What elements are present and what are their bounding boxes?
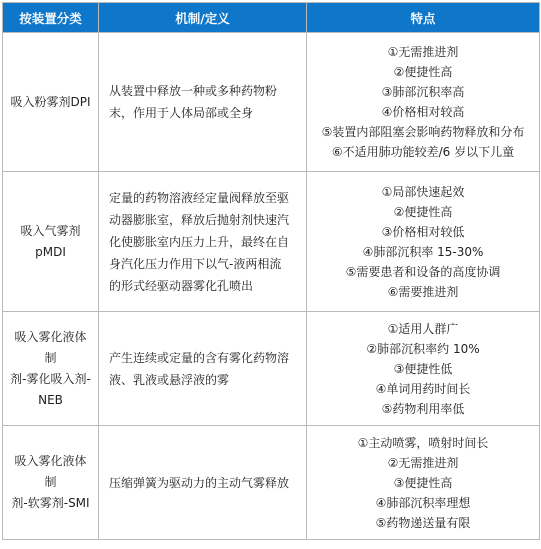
header-mechanism: 机制/定义 [99, 3, 307, 33]
table-row [3, 426, 540, 540]
category-line: 吸入粉雾剂DPI [10, 94, 91, 109]
feature-item: ①无需推进剂 [387, 45, 459, 59]
feature-item: ③肺部沉积率高 [381, 85, 465, 99]
features-cell [307, 172, 540, 312]
feature-item: ③便捷性高 [393, 475, 453, 490]
feature-item: ①主动喷雾，喷射时间长 [357, 435, 489, 450]
feature-item: ①适用人群广 [387, 321, 459, 336]
header-category: 按装置分类 [3, 3, 99, 33]
category-cell [3, 426, 99, 540]
category-cell [3, 33, 99, 172]
mechanism-line: 化使膨胀室内压力上升，最终在自 [109, 234, 290, 249]
feature-item: ②便捷性高 [393, 65, 453, 79]
mechanism-cell [99, 426, 307, 540]
feature-item: ③便捷性低 [393, 361, 453, 376]
feature-item: ④单词用药时间长 [375, 381, 471, 396]
feature-item: ②肺部沉积率约 10% [366, 341, 480, 356]
features-cell [307, 426, 540, 540]
table-row [3, 33, 540, 172]
mechanism-line: 液、乳液或悬浮液的雾 [109, 372, 230, 387]
feature-item: ①局部快速起效 [381, 184, 465, 199]
category-line: 吸入气雾剂 [20, 223, 81, 238]
table-row [3, 312, 540, 426]
mechanism-cell [99, 312, 307, 426]
mechanism-line: 定量的药物溶液经定量阀释放至驱 [109, 190, 290, 205]
feature-item: ⑤装置内部阻塞会影响药物释放和分布 [321, 125, 525, 139]
category-line: NEB [38, 392, 63, 407]
mechanism-line: 末，作用于人体局部或全身 [109, 106, 254, 120]
mechanism-line: 动器膨胀室，释放后抛射剂快速汽 [109, 212, 290, 227]
mechanism-cell [99, 172, 307, 312]
feature-item: ⑥不适用肺功能较差/6 岁以下儿童 [331, 145, 515, 159]
mechanism-line: 产生连续或定量的含有雾化药物溶 [109, 350, 290, 365]
category-line: 吸入雾化液体制 [14, 329, 87, 365]
feature-item: ④价格相对较高 [381, 105, 465, 119]
header-row [3, 3, 540, 33]
category-line: pMDI [35, 244, 66, 259]
feature-item: ⑤药物递送量有限 [375, 515, 471, 530]
category-cell [3, 172, 99, 312]
feature-item: ③价格相对较低 [381, 224, 465, 239]
inhaler-classification-table [2, 2, 540, 540]
header-features: 特点 [307, 3, 540, 33]
mechanism-cell [99, 33, 307, 172]
feature-item: ④肺部沉积率理想 [375, 495, 471, 510]
features-cell [307, 33, 540, 172]
feature-item: ④肺部沉积率 15-30% [362, 244, 484, 259]
category-line: 剂-雾化吸入剂- [10, 371, 91, 386]
category-line: 吸入雾化液体制 [14, 454, 87, 489]
mechanism-line: 的形式经驱动器雾化孔喷出 [109, 278, 254, 293]
feature-item: ⑤药物利用率低 [381, 401, 465, 416]
table-row [3, 172, 540, 312]
mechanism-line: 从装置中释放一种或多种药物粉 [109, 84, 278, 98]
mechanism-line: 压缩弹簧为驱动力的主动气雾释放 [109, 475, 290, 490]
category-cell [3, 312, 99, 426]
feature-item: ②便捷性高 [393, 204, 453, 219]
feature-item: ⑤需要患者和设备的高度协调 [345, 264, 501, 279]
category-line: 剂-软雾剂-SMI [11, 496, 90, 510]
feature-item: ②无需推进剂 [387, 455, 459, 470]
feature-item: ⑥需要推进剂 [387, 284, 459, 299]
mechanism-line: 身汽化压力作用下以气-液两相流 [109, 256, 282, 271]
features-cell [307, 312, 540, 426]
